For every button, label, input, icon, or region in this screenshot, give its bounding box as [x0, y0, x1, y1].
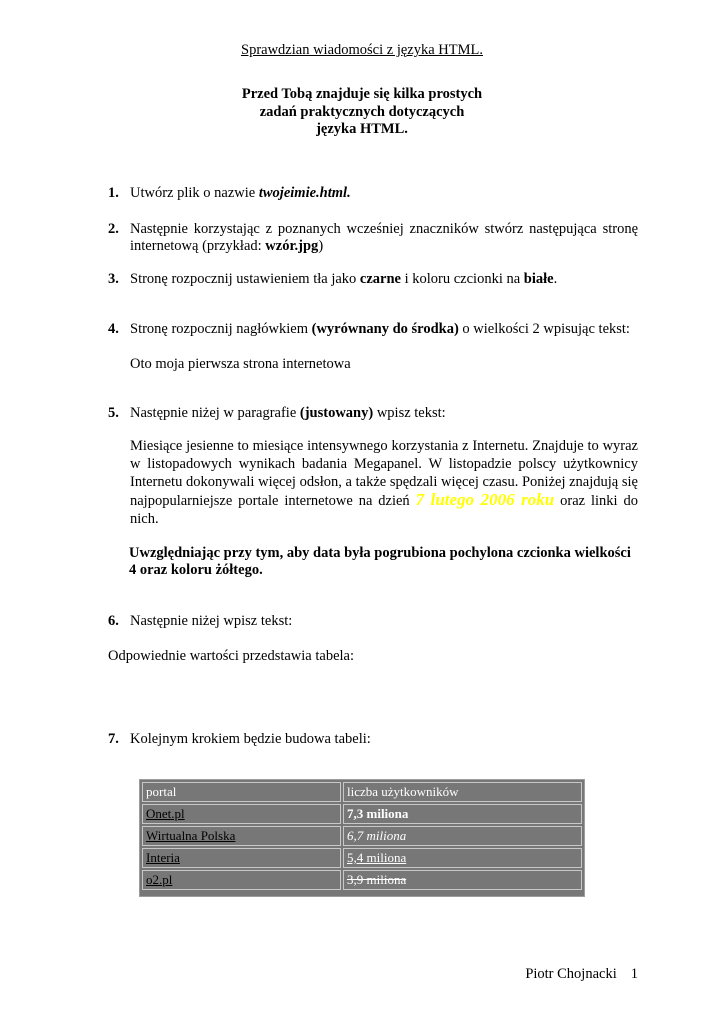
portal-link-onet[interactable]: Onet.pl — [146, 806, 185, 821]
table-row — [142, 870, 582, 890]
intro-line-1: Przed Tobą znajduje się kilka prostych — [241, 86, 483, 102]
example-table — [139, 779, 585, 897]
task-4-bold: (wyrównany do środka) — [311, 321, 459, 337]
document-title: Sprawdzian wiadomości z języka HTML. — [241, 42, 483, 58]
task-6 — [108, 613, 638, 630]
task-1-filename: twojeimie.html. — [258, 185, 351, 201]
task-5-bold: (justowany) — [299, 405, 374, 421]
table-row — [142, 826, 582, 846]
table-header-row — [142, 782, 582, 802]
task-4 — [108, 321, 638, 338]
table-header-users: liczba użytkowników — [343, 782, 582, 802]
task-6-example: Odpowiednie wartości przedstawia tabela: — [108, 648, 355, 664]
task-5-number: 5. — [108, 405, 119, 421]
intro-line-2: zadań praktycznych dotyczących — [259, 103, 465, 120]
task-1-number: 1. — [108, 185, 119, 201]
task-6-number: 6. — [108, 613, 119, 629]
table-row — [142, 804, 582, 824]
task-5-paragraph-text: Miesiące jesienne to miesiące intensywnego korzystania z Internetu. Znajduje to wyraz w listopadowych wynikach badania Megapanel. W listopadzie polscy użytkownicy Internetu dokonywali więcej odsłon, a także spędzali więcej czasu. Poniżej znajdują się najpopularniejsze portale internetowe na dzień — [130, 438, 638, 510]
users-value-onet: 7,3 miliona — [347, 806, 409, 821]
task-7-number: 7. — [108, 731, 119, 747]
task-5-text: Następnie niżej w paragrafie — [130, 405, 300, 421]
table-row — [142, 848, 582, 868]
users-value-wp: 6,7 miliona — [347, 828, 407, 843]
task-5-end: wpisz tekst: — [373, 405, 446, 421]
users-value-o2: 3,9 miliona — [347, 872, 407, 887]
task-3-color-background: czarne — [359, 271, 401, 287]
portal-link-o2[interactable]: o2.pl — [146, 872, 173, 887]
task-1-text: Utwórz plik o nazwie — [130, 185, 259, 201]
task-5-note: Uwzględniając przy tym, aby data była pogrubiona pochylona czcionka wielkości 4 oraz koloru żółtego. — [129, 545, 631, 578]
task-2-text: Następnie korzystając z poznanych wcześniej znaczników stwórz następująca stronę internetową (przykład: — [130, 221, 638, 254]
footer-author: Piotr Chojnacki — [525, 966, 617, 982]
task-3-text-mid: i koloru czcionki na — [400, 271, 524, 287]
portal-link-wp[interactable]: Wirtualna Polska — [146, 828, 236, 843]
task-5-paragraph-end: oraz linki do nich. — [130, 493, 638, 528]
task-2-close: ) — [318, 238, 324, 254]
task-2-file: wzór.jpg — [265, 238, 319, 254]
task-4-text: Stronę rozpocznij nagłówkiem — [130, 321, 312, 337]
task-5-paragraph — [130, 438, 638, 529]
task-4-example: Oto moja pierwsza strona internetowa — [130, 356, 351, 372]
task-5-date: 7 lutego 2006 roku — [415, 490, 555, 510]
task-2-number: 2. — [108, 221, 119, 237]
intro-text — [0, 86, 724, 139]
task-3-end: . — [553, 271, 558, 287]
task-3 — [108, 271, 638, 288]
users-value-interia: 5,4 miliona — [347, 850, 407, 865]
task-3-text: Stronę rozpocznij ustawieniem tła jako — [130, 271, 360, 287]
task-4-number: 4. — [108, 321, 119, 337]
footer-page-number: 1 — [630, 966, 638, 982]
task-4-end: o wielkości 2 wpisując tekst: — [458, 321, 630, 337]
task-2 — [108, 221, 638, 255]
task-3-color-font: białe — [523, 271, 554, 287]
intro-line-3: języka HTML. — [316, 121, 408, 137]
task-7-text: Kolejnym krokiem będzie budowa tabeli: — [130, 731, 371, 747]
task-7 — [108, 731, 638, 748]
table-header-portal: portal — [142, 782, 341, 802]
page-footer — [525, 966, 638, 983]
task-5 — [108, 405, 638, 422]
task-6-text: Następnie niżej wpisz tekst: — [130, 613, 293, 629]
portal-link-interia[interactable]: Interia — [146, 850, 180, 865]
task-1 — [108, 185, 638, 202]
task-3-number: 3. — [108, 271, 119, 287]
